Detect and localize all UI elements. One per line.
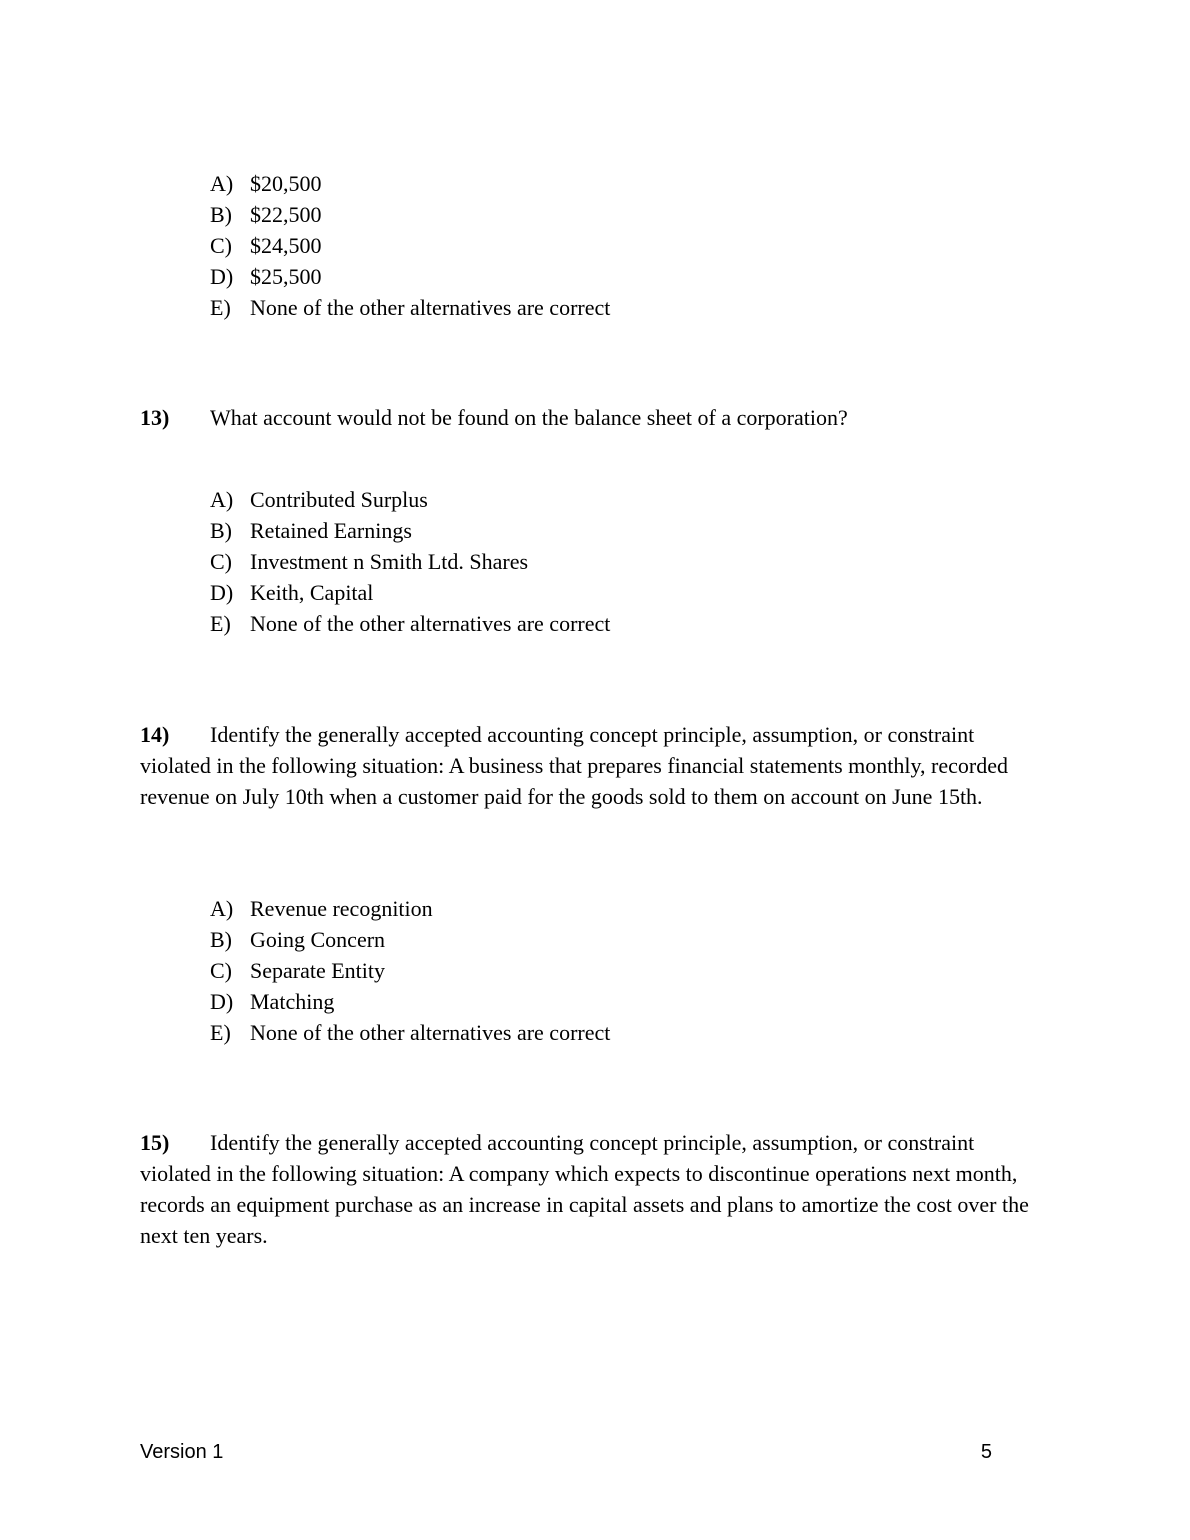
q13-option-b: B) Retained Earnings bbox=[210, 518, 412, 543]
q12-option-e: E) None of the other alternatives are correct bbox=[210, 295, 611, 320]
q14-option-e: E) None of the other alternatives are correct bbox=[210, 1020, 611, 1045]
q13-option-a: A) Contributed Surplus bbox=[210, 487, 428, 512]
version-label: Version 1 bbox=[140, 1441, 224, 1463]
question-13 bbox=[140, 402, 1040, 433]
q14-option-d: D) Matching bbox=[210, 989, 335, 1014]
q14-option-b: B) Going Concern bbox=[210, 927, 386, 952]
question-text: What account would not be found on the balance sheet of a corporation? bbox=[210, 405, 848, 430]
q12-option-c: C) $24,500 bbox=[210, 233, 322, 258]
question-number: 13) bbox=[140, 405, 170, 430]
page-number: 5 bbox=[980, 1441, 992, 1463]
question-number: 15) bbox=[140, 1130, 170, 1155]
question-15 bbox=[140, 1127, 1040, 1251]
question-text: Identify the generally accepted accounting concept principle, assumption, or constraint violated in the following situation: A company which expects to discontinue operations next month, records an equipment purchase as an increase in capital assets and plans to amortize the cost over the next ten years. bbox=[140, 1130, 1029, 1248]
question-number: 14) bbox=[140, 722, 170, 747]
q14-option-c: C) Separate Entity bbox=[210, 958, 386, 983]
q13-option-e: E) None of the other alternatives are correct bbox=[210, 611, 611, 636]
q12-option-b: B) $22,500 bbox=[210, 202, 322, 227]
question-text: Identify the generally accepted accounting concept principle, assumption, or constraint violated in the following situation: A business that prepares financial statements monthly, recorded revenue on July 10th when a customer paid for the goods sold to them on account on June 15th. bbox=[140, 722, 1008, 809]
q12-option-d: D) $25,500 bbox=[210, 264, 322, 289]
q13-option-d: D) Keith, Capital bbox=[210, 580, 374, 605]
question-14 bbox=[140, 719, 1040, 812]
q14-options bbox=[210, 893, 610, 1048]
q12-options bbox=[210, 168, 610, 323]
q13-options bbox=[210, 484, 610, 639]
q14-option-a: A) Revenue recognition bbox=[210, 896, 433, 921]
q12-option-a: A) $20,500 bbox=[210, 171, 322, 196]
q13-option-c: C) Investment n Smith Ltd. Shares bbox=[210, 549, 529, 574]
